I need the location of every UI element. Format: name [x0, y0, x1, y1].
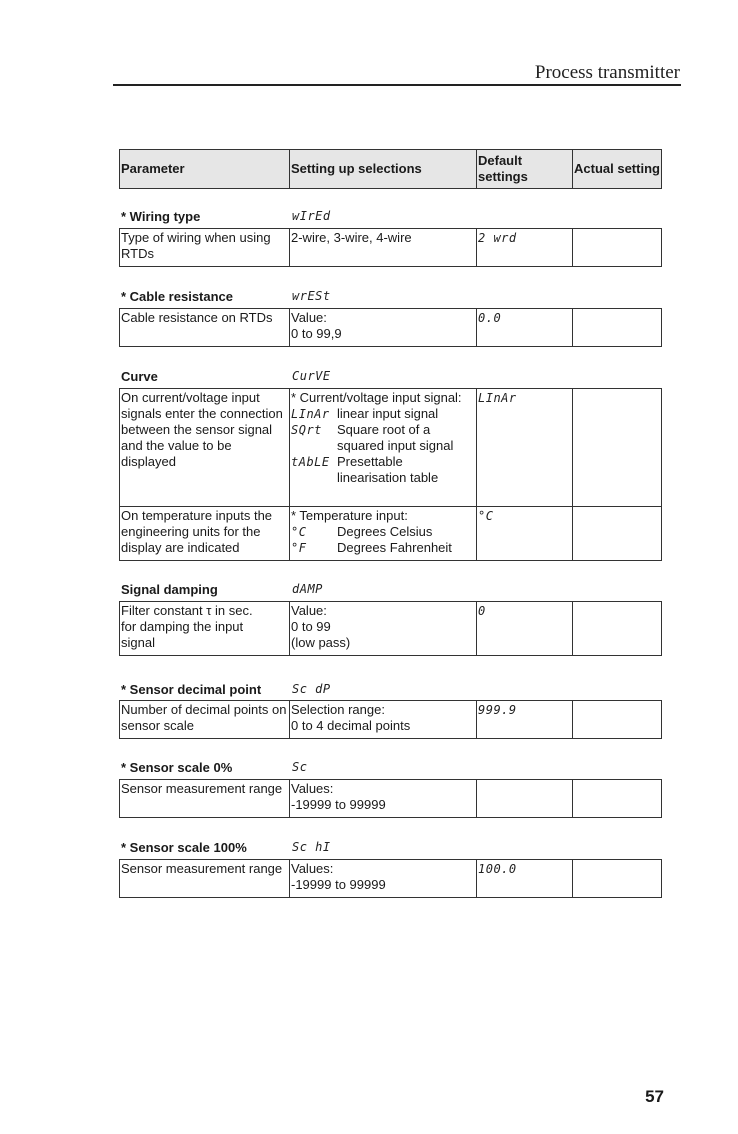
section-title: * Wiring type: [121, 209, 201, 224]
param-desc: Sensor measurement range: [120, 860, 290, 898]
default-value: 0.0: [477, 309, 573, 347]
actual-setting: [573, 780, 662, 818]
actual-setting: [573, 309, 662, 347]
param-selection: * Temperature input: °C Degrees Celsius °F Degrees Fahrenheit: [290, 507, 477, 561]
actual-setting: [573, 229, 662, 267]
default-value: LInAr: [477, 389, 573, 507]
param-desc: Number of decimal points on sensor scale: [120, 701, 290, 739]
section-wiring-type: [121, 209, 331, 224]
section-signal-damping: [121, 582, 323, 597]
param-selection: 2-wire, 3-wire, 4-wire: [290, 229, 477, 267]
display-code: Sc hI: [292, 840, 331, 854]
display-code: CurVE: [292, 369, 331, 383]
display-code: Sc: [292, 760, 308, 774]
default-value: 999.9: [477, 701, 573, 739]
param-desc: Type of wiring when using RTDs: [120, 229, 290, 267]
section-title: * Cable resistance: [121, 289, 234, 304]
actual-setting: [573, 860, 662, 898]
default-value: [477, 780, 573, 818]
param-selection: * Current/voltage input signal: LInAr linear input signal SQrt Square root of a squared input signal tAbLE Presettable linearisation table: [290, 389, 477, 507]
param-selection: Values: -19999 to 99999: [290, 780, 477, 818]
actual-setting: [573, 507, 662, 561]
section-sensor-scale-100: [121, 840, 331, 855]
section-title: * Sensor scale 100%: [121, 840, 247, 855]
damping-table: [119, 601, 662, 656]
param-desc: Cable resistance on RTDs: [120, 309, 290, 347]
param-desc: On temperature inputs the engineering units for the display are indicated: [120, 507, 290, 561]
param-selection: Value: 0 to 99,9: [290, 309, 477, 347]
actual-setting: [573, 701, 662, 739]
actual-setting: [573, 389, 662, 507]
section-sensor-scale-0: [121, 760, 308, 775]
param-selection: Selection range: 0 to 4 decimal points: [290, 701, 477, 739]
header-selections: Setting up selections: [290, 150, 477, 189]
cable-table: [119, 308, 662, 347]
curve-table: [119, 388, 662, 561]
display-code: dAMP: [292, 582, 323, 596]
scale100-table: [119, 859, 662, 898]
param-selection: Values: -19999 to 99999: [290, 860, 477, 898]
scale0-table: [119, 779, 662, 818]
param-selection: Value: 0 to 99 (low pass): [290, 602, 477, 656]
param-desc: Filter constant τ in sec. for damping the input signal: [120, 602, 290, 656]
section-curve: [121, 369, 331, 384]
default-value: °C: [477, 507, 573, 561]
section-title: * Sensor scale 0%: [121, 760, 233, 775]
page-number: 57: [645, 1087, 664, 1106]
param-desc: On current/voltage input signals enter the connection between the sensor signal and the value to be displayed: [120, 389, 290, 507]
running-header: Process transmitter: [534, 62, 680, 83]
column-header-table: [119, 149, 662, 189]
header-actual: Actual setting: [573, 150, 662, 189]
default-value: 0: [477, 602, 573, 656]
section-title: * Sensor decimal point: [121, 682, 262, 697]
header-default: Default settings: [477, 150, 573, 189]
display-code: wIrEd: [292, 209, 331, 223]
section-cable-resistance: [121, 289, 331, 304]
param-desc: Sensor measurement range: [120, 780, 290, 818]
header-parameter: Parameter: [120, 150, 290, 189]
actual-setting: [573, 602, 662, 656]
default-value: 100.0: [477, 860, 573, 898]
wiring-table: [119, 228, 662, 267]
section-sensor-decimal-point: [121, 682, 331, 697]
section-title: Signal damping: [121, 582, 218, 597]
decimal-table: [119, 700, 662, 739]
display-code: wrESt: [292, 289, 331, 303]
section-title: Curve: [121, 369, 158, 384]
display-code: Sc dP: [292, 682, 331, 696]
default-value: 2 wrd: [477, 229, 573, 267]
header-rule: [113, 84, 681, 86]
